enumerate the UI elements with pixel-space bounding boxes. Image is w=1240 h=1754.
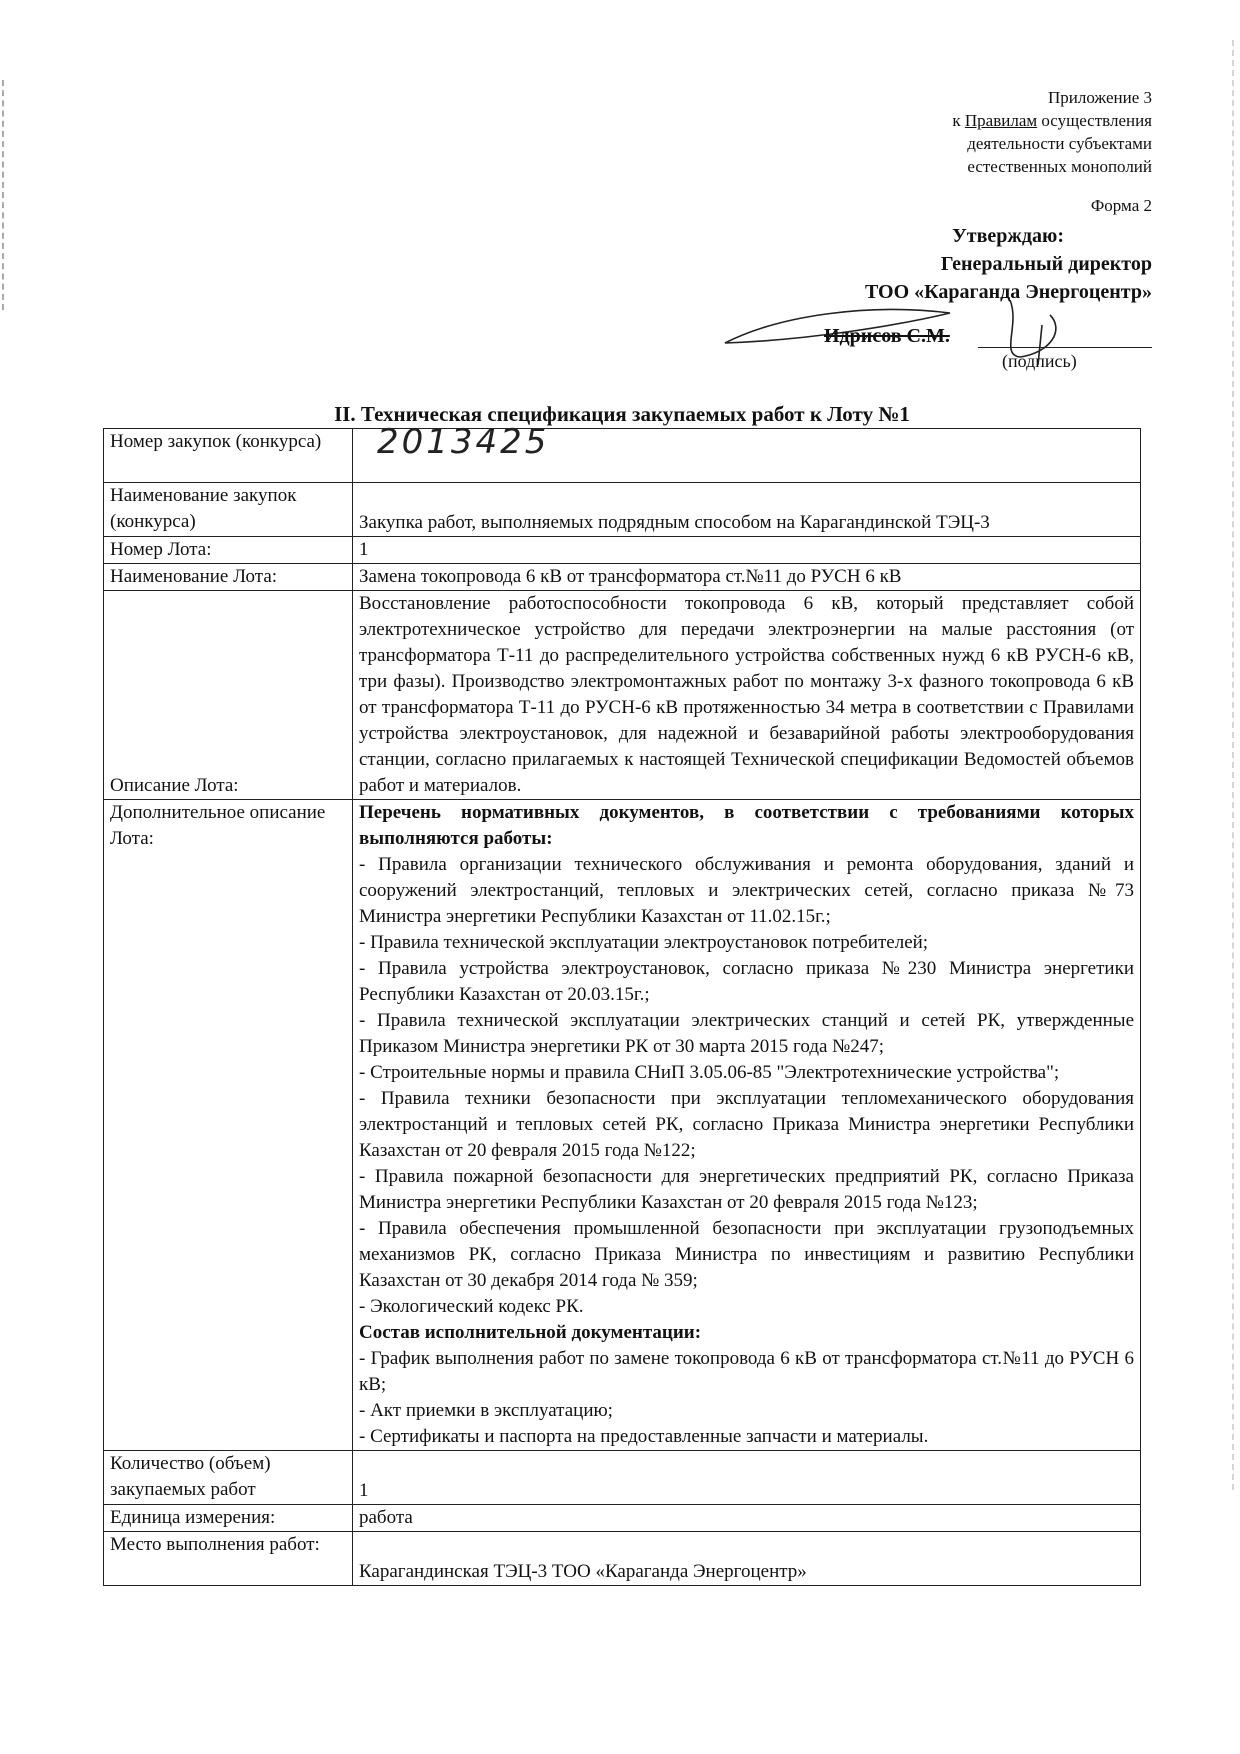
list-item: - Правила пожарной безопасности для энергетических предприятий РК, согласно Приказа Министра энергетики Республики Казахстан от 20 февраля 2015 года №123; — [359, 1166, 1134, 1213]
rules-link[interactable]: Правилам — [964, 111, 1038, 130]
documentation-heading: Состав исполнительной документации: — [359, 1322, 702, 1343]
signature-row — [720, 325, 1152, 371]
approval-heading: Утверждаю: — [952, 225, 1064, 247]
row-label: Дополнительное описание Лота: — [104, 800, 353, 1451]
scan-edge-right — [1232, 40, 1237, 1490]
appendix-suffix: осуществления — [1037, 111, 1152, 130]
row-value: Закупка работ, выполняемых подрядным способом на Карагандинской ТЭЦ-3 — [353, 483, 1141, 537]
row-label: Наименование Лота: — [104, 564, 353, 591]
row-label: Единица измерения: — [104, 1505, 353, 1532]
row-value: Замена токопровода 6 кВ от трансформатора ст.№11 до РУСН 6 кВ — [353, 564, 1141, 591]
row-label: Количество (объем) закупаемых работ — [104, 1451, 353, 1505]
row-label: Номер Лота: — [104, 537, 353, 564]
table-row — [104, 591, 1141, 800]
list-item: - Экологический кодекс РК. — [359, 1296, 584, 1317]
list-item: - Правила обеспечения промышленной безопасности при эксплуатации грузоподъемных механизмов РК, согласно Приказа Министра по инвестициям и развитию Республики Казахстан от 30 декабря 2014 года № 359; — [359, 1218, 1134, 1291]
document-title: II. Техническая спецификация закупаемых работ к Лоту №1 — [334, 402, 910, 426]
row-value: работа — [353, 1505, 1141, 1532]
table-row — [104, 1505, 1141, 1532]
row-value: Карагандинская ТЭЦ-3 ТОО «Караганда Энергоцентр» — [353, 1532, 1141, 1586]
row-value: 1 — [353, 1451, 1141, 1505]
table-row — [104, 537, 1141, 564]
row-value: Восстановление работоспособности токопровода 6 кВ, который представляет собой электротехническое устройство для передачи электроэнергии на малые расстояния (от трансформатора Т-11 до распределительного устройства собственных нужд 6 кВ РУСН-6 кВ, три фазы). Производство электромонтажных работ по монтажу 3-х фазного токопровода 6 кВ от трансформатора Т-11 до РУСН-6 кВ протяженностью 34 метра в соответствии с Правилами устройства электроустановок, для надежной и безаварийной работы электрооборудования станции, согласно прилагаемых к настоящей Технической спецификации Ведомостей объемов работ и материалов. — [353, 591, 1141, 800]
appendix-prefix: к — [952, 111, 965, 130]
list-item: - Правила технической эксплуатации электроустановок потребителей; — [359, 932, 929, 953]
regulations-heading: Перечень нормативных документов, в соответствии с требованиями которых выполняются работы: — [359, 802, 1134, 849]
approval-company: ТОО «Караганда Энергоцентр» — [864, 281, 1152, 303]
appendix-line-3: деятельности субъектами — [967, 134, 1152, 153]
form-label: Форма 2 — [1090, 196, 1152, 215]
signature-caption: (подпись) — [1002, 351, 1077, 371]
table-row — [104, 1451, 1141, 1505]
row-value: 1 — [353, 537, 1141, 564]
appendix-line-4: естественных монополий — [967, 157, 1152, 176]
table-row — [104, 1532, 1141, 1586]
approval-position: Генеральный директор — [940, 253, 1152, 275]
row-label: Место выполнения работ: — [104, 1532, 353, 1586]
table-row — [104, 429, 1141, 483]
appendix-line-1: Приложение 3 — [1048, 88, 1152, 107]
row-label: Описание Лота: — [104, 591, 353, 800]
handwritten-procurement-number: 2013425 — [377, 422, 550, 462]
list-item: - Акт приемки в эксплуатацию; — [359, 1400, 613, 1421]
specification-table — [103, 422, 1141, 1586]
scan-edge-left — [2, 80, 6, 310]
table-row — [104, 800, 1141, 1451]
list-item: - График выполнения работ по замене токопровода 6 кВ от трансформатора ст.№11 до РУСН 6 кВ; — [359, 1348, 1134, 1395]
signer-name: Идрисов С.М. — [824, 325, 950, 347]
row-label: Номер закупок (конкурса) — [104, 429, 353, 483]
list-item: - Правила устройства электроустановок, согласно приказа №230 Министра энергетики Республики Казахстан от 20.03.15г.; — [359, 958, 1134, 1005]
table-row — [104, 564, 1141, 591]
row-value — [353, 422, 1141, 483]
list-item: - Сертификаты и паспорта на предоставленные запчасти и материалы. — [359, 1426, 929, 1447]
signature-line — [978, 347, 1152, 348]
row-value — [353, 800, 1141, 1451]
row-label: Наименование закупок (конкурса) — [104, 483, 353, 537]
appendix-line-2 — [772, 109, 1152, 132]
approval-block — [672, 222, 1152, 306]
appendix-note — [772, 86, 1152, 178]
list-item: - Правила техники безопасности при эксплуатации тепломеханического оборудования электростанций и тепловых сетей РК, согласно Приказа Министра энергетики Республики Казахстан от 20 февраля 2015 года №122; — [359, 1088, 1134, 1161]
list-item: - Строительные нормы и правила СНиП 3.05.06-85 "Электротехнические устройства"; — [359, 1062, 1060, 1083]
table-row — [104, 483, 1141, 537]
list-item: - Правила технической эксплуатации электрических станций и сетей РК, утвержденные Приказом Министра энергетики РК от 30 марта 2015 года №247; — [359, 1010, 1134, 1057]
list-item: - Правила организации технического обслуживания и ремонта оборудования, зданий и сооружений электростанций, тепловых и электрических сетей, согласно приказа №73 Министра энергетики Республики Казахстан от 11.02.15г.; — [359, 854, 1134, 927]
